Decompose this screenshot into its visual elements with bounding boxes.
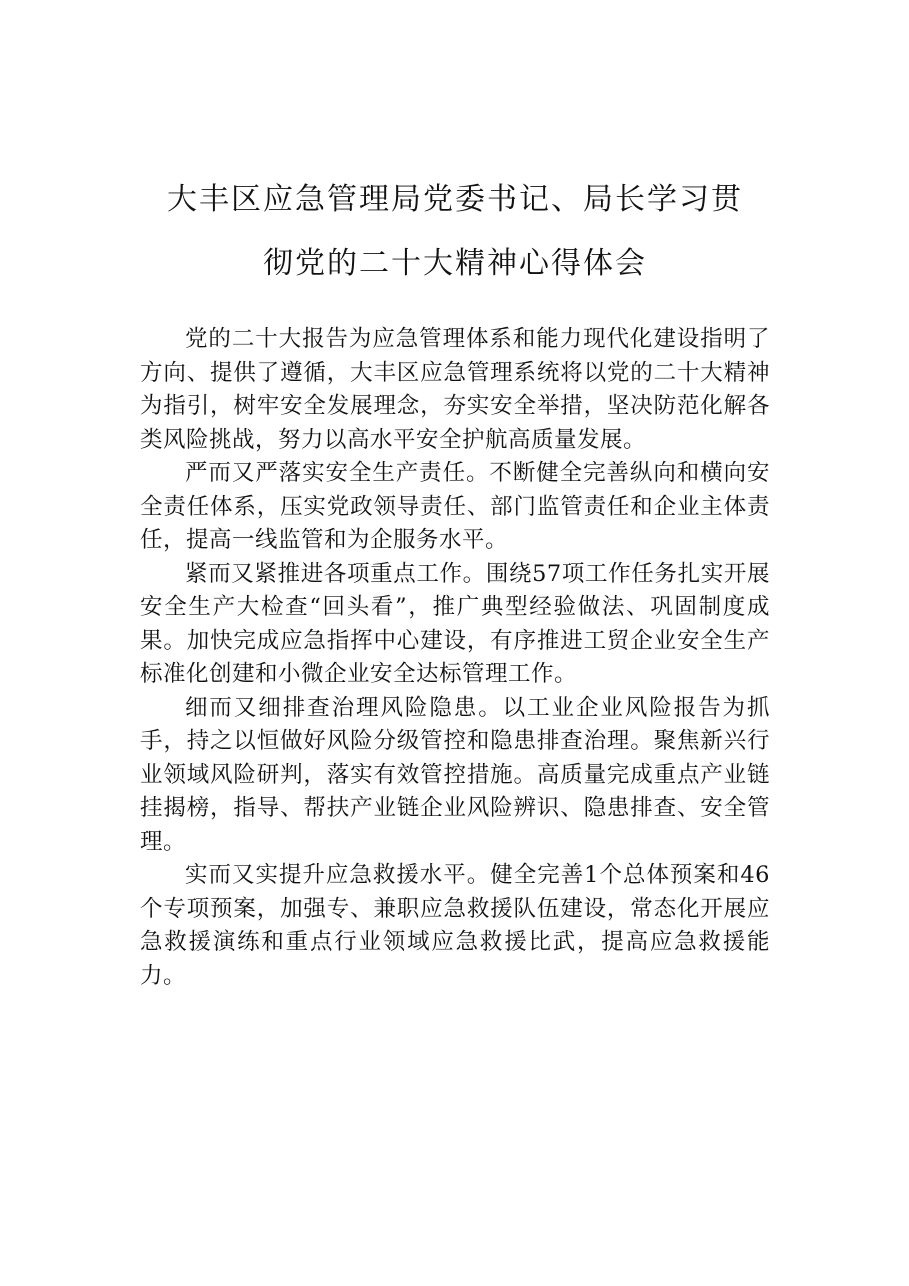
paragraph-emergency-rescue: 实而又实提升应急救援水平。健全完善1个总体预案和46个专项预案，加强专、兼职应急救援队伍建设，常态化开展应急救援演练和重点行业领域应急救援比武，提高应急救援能力。 bbox=[140, 862, 770, 989]
document-body bbox=[140, 323, 770, 993]
title-line-1: 大丰区应急管理局党委书记、局长学习贯 bbox=[167, 182, 743, 217]
paragraph-intro: 党的二十大报告为应急管理体系和能力现代化建设指明了方向、提供了遵循，大丰区应急管理系统将以党的二十大精神为指引，树牢安全发展理念，夯实安全举措，坚决防范化解各类风险挑战，努力以高水平安全护航高质量发展。 bbox=[140, 326, 770, 453]
paragraph-responsibility: 严而又严落实安全生产责任。不断健全完善纵向和横向安全责任体系，压实党政领导责任、部门监管责任和企业主体责任，提高一线监管和为企服务水平。 bbox=[140, 460, 770, 553]
paragraph-key-work: 紧而又紧推进各项重点工作。围绕57项工作任务扎实开展安全生产大检查“回头看”，推广典型经验做法、巩固制度成果。加快完成应急指挥中心建设，有序推进工贸企业安全生产标准化创建和小微企业安全达标管理工作。 bbox=[140, 560, 770, 687]
title-line-2: 彻党的二十大精神心得体会 bbox=[263, 246, 647, 281]
document-title bbox=[120, 168, 790, 296]
paragraph-risk-hazards: 细而又细排查治理风险隐患。以工业企业风险报告为抓手，持之以恒做好风险分级管控和隐患排查治理。聚焦新兴行业领域风险研判，落实有效管控措施。高质量完成重点产业链挂揭榜，指导、帮扶产业链企业风险辨识、隐患排查、安全管理。 bbox=[140, 694, 770, 855]
